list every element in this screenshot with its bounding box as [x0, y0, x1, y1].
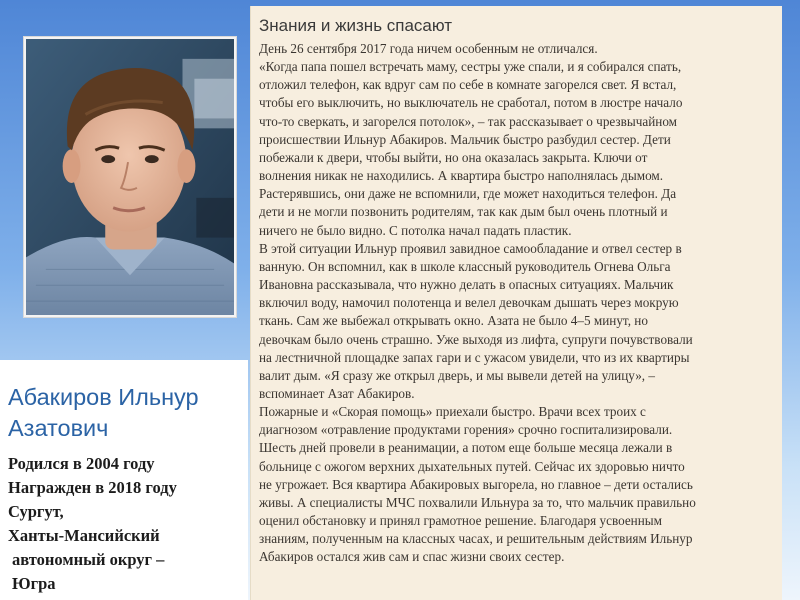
story-line: чтобы его выключить, но выключатель не сработал, потом в люстре начало: [259, 95, 683, 111]
story-line: волнения никак не находились. А квартира быстро наполнялась дымом.: [259, 168, 664, 184]
story-line: Шесть дней провели в реанимации, а потом еще больше месяца лежали в: [259, 440, 673, 456]
boy-portrait-icon: [26, 39, 234, 315]
story-line: дети и не могли позвонить родителям, так как дым был очень плотный и: [259, 204, 668, 220]
person-facts: [8, 452, 248, 596]
story-line: Пожарные и «Скорая помощь» приехали быстро. Врачи всех троих с: [259, 404, 646, 420]
story-line: ничего не было видно. С потолка начал падать пластик.: [259, 222, 572, 238]
story-line: ткань. Сам же выбежал открывать окно. Азата не было 4–5 минут, но: [259, 313, 648, 329]
city: Сургут,: [8, 502, 64, 521]
story-line: Ивановна рассказывала, что нужно делать в опасных ситуациях. Мальчик: [259, 277, 674, 293]
story-line: происшествии Ильнур Абакиров. Мальчик быстро разбудил сестер. Дети: [259, 131, 671, 147]
story-line: включил воду, намочил полотенца и велел девочкам дышать через мокрую: [259, 295, 679, 311]
story-line: диагнозом «отравление продуктами горения» срочно госпитализировали.: [259, 422, 673, 438]
story-line: на лестничной площадке запах гари и с ужасом увидели, что из их квартиры: [259, 349, 690, 365]
story-line: отложил телефон, как вдруг сам по себе в комнате загорелся свет. Я встал,: [259, 77, 677, 93]
story-line: День 26 сентября 2017 года ничем особенным не отличался.: [259, 41, 598, 56]
story-line: побежали к двери, чтобы выйти, но она оказалась закрыта. Ключи от: [259, 149, 648, 165]
portrait-photo: [23, 36, 237, 318]
person-name: Абакиров Ильнур Азатович: [8, 384, 199, 441]
story-line: что-то сверкать, и загорелся потолок», – так рассказывает о чрезвычайном: [259, 113, 678, 129]
story-line: валит дым. «Я сразу же открыл дверь, и мы вывели детей на улицу», –: [259, 367, 655, 383]
award-year: Награжден в 2018 году: [8, 478, 177, 497]
person-card: [0, 360, 248, 600]
story-line: живы. А специалисты МЧС похвалили Ильнура за то, что мальчик правильно: [259, 494, 696, 510]
story-line: Растерявшись, они даже не вспомнили, где может находиться телефон. Да: [259, 186, 677, 202]
story-line: вспоминает Азат Абакиров.: [259, 385, 415, 401]
story-line: не угрожает. Вся квартира Абакировых выгорела, но главное – дети остались: [259, 476, 693, 492]
story-panel: [250, 6, 782, 600]
story-line: ванную. Он вспомнил, как в школе классный руководитель Огнева Ольга: [259, 258, 671, 274]
story-line: В этой ситуации Ильнур проявил завидное самообладание и отвел сестер в: [259, 240, 682, 256]
story-line: больнице с ожогом верхних дыхательных путей. Сейчас их здоровью ничто: [259, 458, 685, 474]
story-line: оценил обстановку и принял грамотное решение. Благодаря усвоенным: [259, 513, 663, 529]
story-line: девочкам было очень страшно. Уже выходя из лифта, супруги почувствовали: [259, 331, 693, 347]
story-line: «Когда папа пошел встречать маму, сестры уже спали, и я собирался спать,: [259, 59, 682, 75]
story-body: [259, 40, 770, 567]
region-line-2: автономный округ –: [12, 550, 165, 569]
story-title: Знания и жизнь спасают: [259, 16, 453, 35]
region-line-3: Югра: [12, 574, 56, 593]
region-line-1: Ханты-Мансийский: [8, 526, 160, 545]
story-line: знаниям, полученным на классных часах, и решительным действиям Ильнур: [259, 531, 693, 547]
birth-year: Родился в 2004 году: [8, 454, 155, 473]
story-line: Абакиров остался жив сам и спас жизни своих сестер.: [259, 549, 565, 565]
